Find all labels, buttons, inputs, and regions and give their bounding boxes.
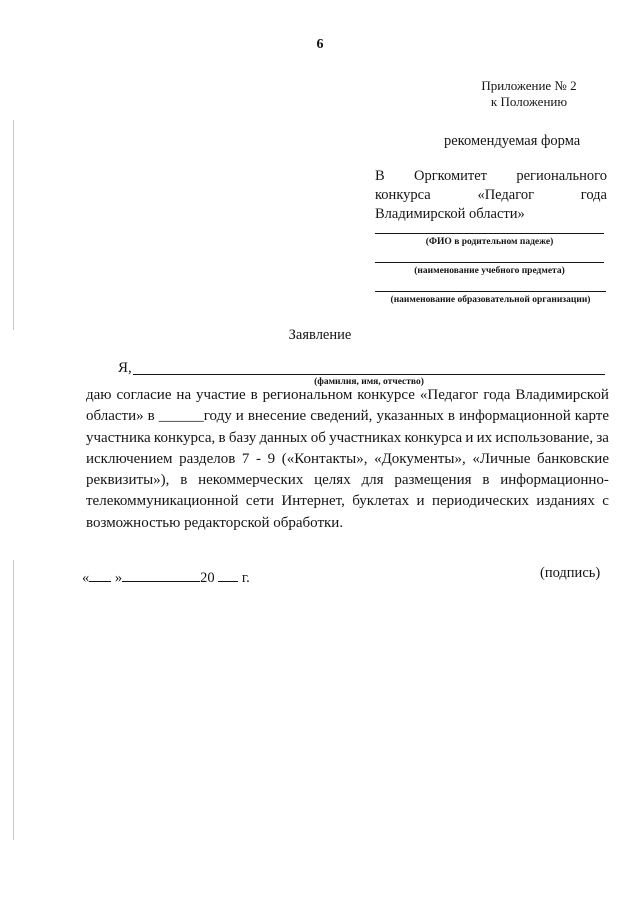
word: сети <box>245 493 274 510</box>
addressee-word: года <box>580 187 607 203</box>
word: 9 <box>267 450 276 467</box>
word: внесение <box>247 408 307 425</box>
addressee-word: «Педагог <box>477 187 535 203</box>
addressee-word: регионального <box>516 168 607 184</box>
word: участника <box>86 429 151 446</box>
word: телекоммуникационной <box>86 493 239 510</box>
recommended-form-note: рекомендуемая форма <box>444 133 581 149</box>
month-field[interactable] <box>122 568 200 582</box>
word: участие <box>196 387 246 403</box>
organization-field[interactable] <box>375 291 606 292</box>
annex-number: Приложение № 2 <box>481 78 577 93</box>
word: области» <box>86 408 144 425</box>
word: участниках <box>329 429 402 446</box>
word: информационной <box>459 408 571 425</box>
paragraph-line <box>86 385 609 406</box>
paragraph-line <box>86 491 609 512</box>
word: буклетах <box>352 493 410 510</box>
document-title: Заявление <box>288 327 352 343</box>
word: размещения <box>394 472 472 489</box>
word: в <box>147 408 155 425</box>
word: некоммерческих <box>198 472 304 489</box>
addressee-word: В <box>375 168 385 184</box>
paragraph-last-line: возможностью редакторской обработки. <box>86 514 344 531</box>
word: их <box>476 429 493 446</box>
scan-edge-mark <box>13 120 14 330</box>
paragraph-line <box>86 449 609 470</box>
word: сведений, <box>310 408 373 425</box>
addressee-block <box>375 167 607 224</box>
word: и <box>465 429 474 446</box>
word: на <box>176 387 192 403</box>
addressee-word: конкурса <box>375 187 431 203</box>
date-line <box>82 568 250 587</box>
word: целях <box>314 472 351 489</box>
word: за <box>596 429 609 446</box>
word: «Документы», <box>374 450 466 467</box>
word: изданиях <box>536 493 595 510</box>
organization-caption: (наименование образовательной организации) <box>390 295 591 305</box>
word: в <box>250 387 258 403</box>
word: реквизиты»), <box>86 472 170 489</box>
year-field[interactable] <box>218 568 238 582</box>
annex-regulation: к Положению <box>490 94 568 109</box>
year-prefix: 20 <box>200 570 215 586</box>
word: Интернет, <box>281 493 345 510</box>
word: указанных <box>376 408 444 425</box>
word: разделов <box>179 450 236 467</box>
addressee-line-1 <box>375 167 607 186</box>
word: для <box>361 472 384 489</box>
page-number: 6 <box>316 37 324 52</box>
word: исключением <box>86 450 173 467</box>
word: «Личные <box>472 450 531 467</box>
word: информационно- <box>500 472 609 489</box>
word: в <box>218 429 226 446</box>
word: конкурса <box>404 429 463 446</box>
word: («Контакты», <box>281 450 368 467</box>
word: карте <box>574 408 609 425</box>
year-blank-word: ______году <box>158 408 232 425</box>
word: банковские <box>537 450 609 467</box>
word: в <box>180 472 188 489</box>
word: данных <box>259 429 308 446</box>
word: Владимирской <box>515 387 609 403</box>
word: с <box>602 493 609 510</box>
addressee-word: Оргкомитет <box>414 168 487 184</box>
full-name-field[interactable] <box>133 374 605 375</box>
word: в <box>447 408 455 425</box>
scan-edge-mark <box>13 560 14 840</box>
word: периодических <box>431 493 529 510</box>
word: в <box>482 472 490 489</box>
year-suffix: г. <box>241 570 250 586</box>
word: года <box>483 387 511 403</box>
word: базу <box>228 429 257 446</box>
word: - <box>256 450 262 467</box>
paragraph-line <box>86 470 609 491</box>
word: региональном <box>262 387 353 403</box>
full-name-caption: (фамилия, имя, отчество) <box>314 377 424 387</box>
subject-field[interactable] <box>375 262 604 263</box>
word: и <box>416 493 425 510</box>
fio-field[interactable] <box>375 233 604 234</box>
word: согласие <box>116 387 172 403</box>
day-field[interactable] <box>89 568 111 582</box>
word: использование, <box>495 429 594 446</box>
paragraph-line <box>86 406 609 427</box>
word: 7 <box>241 450 250 467</box>
fio-caption: (ФИО в родительном падеже) <box>425 237 554 247</box>
consent-paragraph <box>86 385 609 534</box>
signature-label: (подпись) <box>540 565 601 581</box>
addressee-line-2 <box>375 186 607 205</box>
addressee-line-3: Владимирской области» <box>375 206 525 222</box>
word: конкурса, <box>153 429 216 446</box>
word: и <box>235 408 244 425</box>
annex-reference <box>454 78 604 110</box>
word: об <box>310 429 326 446</box>
word: даю <box>86 387 112 403</box>
word: «Педагог <box>419 387 479 403</box>
date-open-quote: « <box>82 570 90 586</box>
paragraph-line <box>86 428 609 449</box>
statement-prefix: Я, <box>118 360 132 376</box>
date-close-quote: » <box>114 570 123 586</box>
word: конкурсе <box>357 387 415 403</box>
subject-caption: (наименование учебного предмета) <box>414 266 565 276</box>
